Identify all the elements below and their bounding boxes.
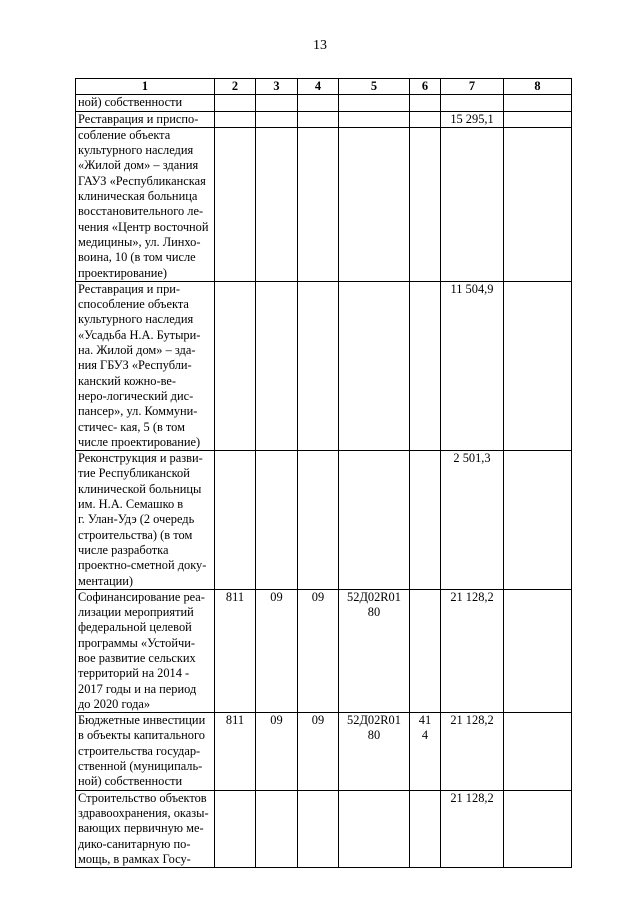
column-header: 4 xyxy=(298,79,339,95)
table-cell-col-6 xyxy=(410,127,441,281)
column-header: 3 xyxy=(256,79,298,95)
column-header: 1 xyxy=(76,79,215,95)
table-cell-col-5 xyxy=(339,95,410,111)
cell-text-line: ной) собственности xyxy=(78,774,183,789)
cell-text-line: 52Д02R01 xyxy=(347,589,401,604)
table-cell-col-7 xyxy=(441,281,504,450)
cell-text-line: программы «Устойчи- xyxy=(78,635,195,650)
cell-text-line: Бюджетные инвестиции xyxy=(78,713,206,728)
cell-text: 811 xyxy=(225,589,245,604)
cell-text-line: федеральной целевой xyxy=(78,620,192,635)
cell-text-line: «Жилой дом» – здания xyxy=(78,158,199,173)
table-cell-col-2 xyxy=(215,790,256,867)
cell-text-line: воина, 10 (в том числе xyxy=(78,250,196,265)
table-cell-col-3 xyxy=(256,281,298,450)
cell-text-line: тие Республиканской xyxy=(78,466,190,481)
table-cell-col-2 xyxy=(215,95,256,111)
cell-text-line: способление объекта xyxy=(78,297,189,312)
cell-text-line: ГАУЗ «Республиканская xyxy=(78,173,206,188)
table-cell-col-3 xyxy=(256,451,298,590)
table-cell-col-2 xyxy=(215,713,256,790)
cell-text-line: проектирование) xyxy=(78,265,168,280)
table-cell-col-4 xyxy=(298,589,339,712)
table-cell-col-7 xyxy=(441,589,504,712)
table-cell-col-3 xyxy=(256,95,298,111)
table-cell-col-4 xyxy=(298,790,339,867)
table-cell-col-4 xyxy=(298,713,339,790)
cell-text-line: здравоохранения, оказы- xyxy=(78,805,209,820)
cell-text: 09 xyxy=(270,713,283,728)
table-cell-col-1 xyxy=(76,713,215,790)
table-cell-col-7 xyxy=(441,111,504,127)
cell-text-line: ственной (муниципаль- xyxy=(78,759,203,774)
table-cell-col-1 xyxy=(76,111,215,127)
cell-text: 11 504,9 xyxy=(450,281,494,296)
cell-text-line: канский кожно-ве- xyxy=(78,373,177,388)
table-cell-col-6 xyxy=(410,451,441,590)
cell-text-line: мощь, в рамках Госу- xyxy=(78,851,191,866)
cell-text: 09 xyxy=(270,589,283,604)
cell-text-line: клиническая больница xyxy=(78,189,198,204)
cell-text-line: Реставрация и приспо- xyxy=(78,111,199,126)
cell-text-line: медицины», ул. Линхо- xyxy=(78,234,201,249)
table-cell-col-8 xyxy=(504,127,572,281)
table-cell-col-7 xyxy=(441,95,504,111)
table-cell-col-7 xyxy=(441,451,504,590)
table-cell-col-3 xyxy=(256,111,298,127)
table-cell-col-8 xyxy=(504,451,572,590)
column-header: 6 xyxy=(410,79,441,95)
table-cell-col-3 xyxy=(256,713,298,790)
cell-text: 09 xyxy=(311,589,325,604)
table-cell-col-4 xyxy=(298,281,339,450)
cell-text-line: 80 xyxy=(367,605,381,620)
table-cell-col-5 xyxy=(339,713,410,790)
cell-text-line: строительства государ- xyxy=(78,743,201,758)
table-cell-col-1 xyxy=(76,451,215,590)
cell-text-line: 52Д02R01 xyxy=(347,713,401,728)
table-cell-col-1 xyxy=(76,95,215,111)
table-cell-col-7 xyxy=(441,790,504,867)
table-cell-col-6 xyxy=(410,281,441,450)
cell-text-line: Реконструкция и разви- xyxy=(78,451,203,466)
cell-text-line: территорий на 2014 - xyxy=(78,666,190,681)
cell-text-line: клинической больницы xyxy=(78,481,202,496)
cell-text-line: пансер», ул. Коммуни- xyxy=(78,404,198,419)
table-cell-col-1 xyxy=(76,127,215,281)
table-row xyxy=(76,790,572,867)
column-header: 5 xyxy=(339,79,410,95)
table-cell-col-6 xyxy=(410,95,441,111)
cell-text-line: на. Жилой дом» – зда- xyxy=(78,343,196,358)
table-cell-col-1 xyxy=(76,790,215,867)
cell-text-line: 41 xyxy=(418,713,432,728)
table-row xyxy=(76,451,572,590)
table-cell-col-5 xyxy=(339,790,410,867)
table-cell-col-5 xyxy=(339,111,410,127)
table-cell-col-8 xyxy=(504,281,572,450)
cell-text-line: числе проектирование) xyxy=(78,434,201,449)
cell-text-line: числе разработка xyxy=(78,542,169,557)
cell-text-line: г. Улан-Удэ (2 очередь xyxy=(78,512,195,527)
table-cell-col-2 xyxy=(215,127,256,281)
column-header: 2 xyxy=(215,79,256,95)
cell-text-line: ментации) xyxy=(78,573,134,588)
table-cell-col-2 xyxy=(215,589,256,712)
table-header-row xyxy=(76,79,572,95)
cell-text-line: строительства) (в том xyxy=(78,527,193,542)
cell-text-line: «Усадьба Н.А. Бутыри- xyxy=(78,327,201,342)
cell-text-line: ния ГБУЗ «Республи- xyxy=(78,358,192,373)
cell-text-line: Строительство объектов xyxy=(78,790,207,805)
cell-text-line: культурного наследия xyxy=(78,312,194,327)
table-cell-col-8 xyxy=(504,111,572,127)
table-row xyxy=(76,589,572,712)
table-cell-col-1 xyxy=(76,281,215,450)
cell-text-line: собление объекта xyxy=(78,127,171,142)
table-row xyxy=(76,111,572,127)
table-cell-col-5 xyxy=(339,281,410,450)
page-number: 13 xyxy=(313,38,327,53)
cell-text-line: культурного наследия xyxy=(78,143,194,158)
cell-text: 21 128,2 xyxy=(450,713,494,728)
table-cell-col-2 xyxy=(215,111,256,127)
cell-text-line: лизации мероприятий xyxy=(78,605,194,620)
cell-text: 2 501,3 xyxy=(453,451,491,466)
table-cell-col-3 xyxy=(256,790,298,867)
table-cell-col-1 xyxy=(76,589,215,712)
cell-text-line: Реставрация и при- xyxy=(78,281,181,296)
table-cell-col-4 xyxy=(298,127,339,281)
cell-text-line: 4 xyxy=(421,728,429,743)
column-header: 8 xyxy=(504,79,572,95)
column-header: 7 xyxy=(441,79,504,95)
table-cell-col-6 xyxy=(410,790,441,867)
table-cell-col-4 xyxy=(298,451,339,590)
budget-table xyxy=(75,78,572,868)
table-row xyxy=(76,95,572,111)
table-cell-col-2 xyxy=(215,451,256,590)
table-cell-col-5 xyxy=(339,451,410,590)
table-cell-col-4 xyxy=(298,111,339,127)
cell-text: 811 xyxy=(225,713,245,728)
cell-text-line: неро-логический дис- xyxy=(78,388,194,403)
cell-text-line: 2017 годы и на период xyxy=(78,681,197,696)
cell-text-line: ной) собственности xyxy=(78,95,183,110)
table-row xyxy=(76,281,572,450)
cell-text-line: Софинансирование реа- xyxy=(78,589,205,604)
table-cell-col-3 xyxy=(256,589,298,712)
cell-text-line: дико-санитарную по- xyxy=(78,836,191,851)
table-row xyxy=(76,713,572,790)
cell-text-line: до 2020 года» xyxy=(78,696,151,711)
table-cell-col-6 xyxy=(410,713,441,790)
table-cell-col-7 xyxy=(441,127,504,281)
cell-text-line: в объекты капитального xyxy=(78,728,205,743)
table-cell-col-5 xyxy=(339,127,410,281)
table-cell-col-5 xyxy=(339,589,410,712)
cell-text-line: им. Н.А. Семашко в xyxy=(78,497,184,512)
cell-text: 15 295,1 xyxy=(450,111,494,126)
table-cell-col-3 xyxy=(256,127,298,281)
cell-text: 21 128,2 xyxy=(450,589,494,604)
cell-text-line: восстановительного ле- xyxy=(78,204,204,219)
cell-text: 09 xyxy=(311,713,325,728)
cell-text-line: вающих первичную ме- xyxy=(78,821,204,836)
cell-text-line: чения «Центр восточной xyxy=(78,219,209,234)
table-cell-col-2 xyxy=(215,281,256,450)
table-cell-col-6 xyxy=(410,589,441,712)
cell-text: 21 128,2 xyxy=(450,790,494,805)
cell-text-line: проектно-сметной доку- xyxy=(78,558,207,573)
table-cell-col-4 xyxy=(298,95,339,111)
table-cell-col-8 xyxy=(504,95,572,111)
table-row xyxy=(76,127,572,281)
table-cell-col-7 xyxy=(441,713,504,790)
table-cell-col-8 xyxy=(504,589,572,712)
cell-text-line: стичес- кая, 5 (в том xyxy=(78,419,185,434)
table-cell-col-8 xyxy=(504,713,572,790)
cell-text-line: вое развитие сельских xyxy=(78,650,196,665)
table-cell-col-8 xyxy=(504,790,572,867)
table-cell-col-6 xyxy=(410,111,441,127)
cell-text-line: 80 xyxy=(367,728,381,743)
